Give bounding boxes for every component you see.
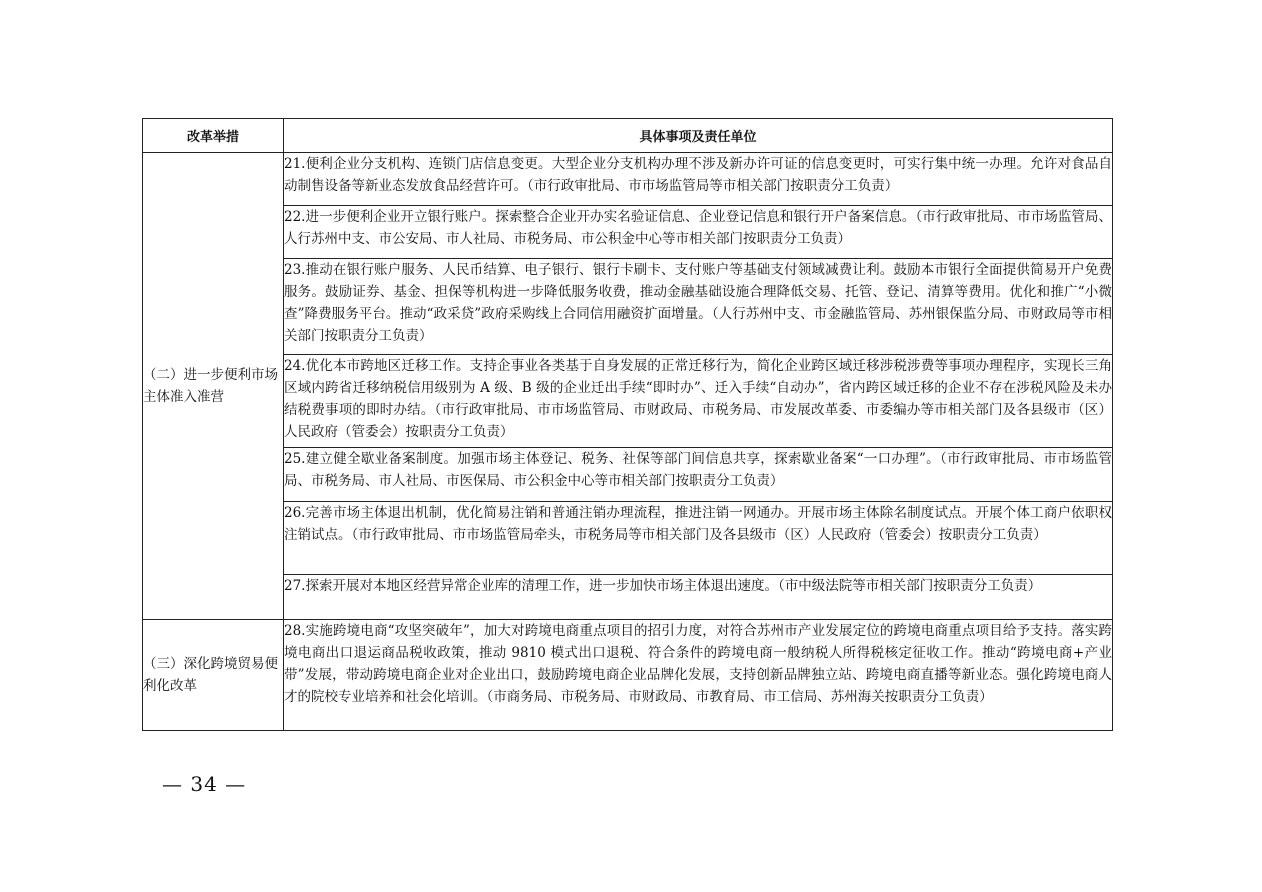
item-22: 22.进一步便利企业开立银行账户。探索整合企业开办实名验证信息、企业登记信息和银行开户备案信息。（市行政审批局、市市场监管局、人行苏州中支、市公安局、市人社局、市税务局、市公积金中心等市相关部门按职责分工负责）	[284, 206, 1113, 259]
page-number: — 34 —	[162, 772, 247, 796]
table-row	[143, 502, 1113, 575]
reform-measures-table	[142, 118, 1113, 731]
table-row	[143, 575, 1113, 620]
item-26: 26.完善市场主体退出机制，优化简易注销和普通注销办理流程，推进注销一网通办。开展市场主体除名制度试点。开展个体工商户依职权注销试点。（市行政审批局、市市场监管局牵头，市税务局等市相关部门及各县级市（区）人民政府（管委会）按职责分工负责）	[284, 502, 1113, 575]
category-cell-market-access: （二）进一步便利市场主体准入准营	[143, 153, 284, 620]
table-row	[143, 620, 1113, 731]
item-23: 23.推动在银行账户服务、人民币结算、电子银行、银行卡刷卡、支付账户等基础支付领域减费让利。鼓励本市银行全面提供简易开户免费服务。鼓励证券、基金、担保等机构进一步降低服务收费，推动金融基础设施合理降低交易、托管、登记、清算等费用。优化和推广“小微查”降费服务平台。推动“政采贷”政府采购线上合同信用融资扩面增量。（人行苏州中支、市金融监管局、苏州银保监分局、市财政局等市相关部门按职责分工负责）	[284, 259, 1113, 355]
table-header-row	[143, 119, 1113, 153]
item-24: 24.优化本市跨地区迁移工作。支持企事业各类基于自身发展的正常迁移行为，简化企业跨区域迁移涉税涉费等事项办理程序，实现长三角区域内跨省迁移纳税信用级别为 A 级、B 级的企业迁出手续“即时办”、迁入手续“自动办”，省内跨区域迁移的企业不存在涉税风险及未办结税费事项的即时办结。（市行政审批局、市市场监管局、市财政局、市税务局、市发展改革委、市委编办等市相关部门及各县级市（区）人民政府（管委会）按职责分工负责）	[284, 355, 1113, 448]
category-cell-cross-border-trade: （三）深化跨境贸易便利化改革	[143, 620, 284, 731]
table-row	[143, 206, 1113, 259]
table-row	[143, 355, 1113, 448]
table-row	[143, 259, 1113, 355]
item-25: 25.建立健全歇业备案制度。加强市场主体登记、税务、社保等部门间信息共享，探索歇业备案“一口办理”。（市行政审批局、市市场监管局、市税务局、市人社局、市医保局、市公积金中心等市相关部门按职责分工负责）	[284, 448, 1113, 502]
table-row	[143, 448, 1113, 502]
item-27: 27.探索开展对本地区经营异常企业库的清理工作，进一步加快市场主体退出速度。（市中级法院等市相关部门按职责分工负责）	[284, 575, 1113, 620]
item-21: 21.便利企业分支机构、连锁门店信息变更。大型企业分支机构办理不涉及新办许可证的信息变更时，可实行集中统一办理。允许对食品自动制售设备等新业态发放食品经营许可。（市行政审批局、市市场监管局等市相关部门按职责分工负责）	[284, 153, 1113, 206]
column-header-measures: 改革举措	[143, 119, 284, 153]
table-row	[143, 153, 1113, 206]
column-header-details: 具体事项及责任单位	[284, 119, 1113, 153]
item-28: 28.实施跨境电商“攻坚突破年”，加大对跨境电商重点项目的招引力度，对符合苏州市产业发展定位的跨境电商重点项目给予支持。落实跨境电商出口退运商品税收政策，推动 9810 模式出口退税、符合条件的跨境电商一般纳税人所得税核定征收工作。推动“跨境电商+产业带”发展，带动跨境电商企业对企业出口，鼓励跨境电商企业品牌化发展，支持创新品牌独立站、跨境电商直播等新业态。强化跨境电商人才的院校专业培养和社会化培训。（市商务局、市税务局、市财政局、市教育局、市工信局、苏州海关按职责分工负责）	[284, 620, 1113, 731]
